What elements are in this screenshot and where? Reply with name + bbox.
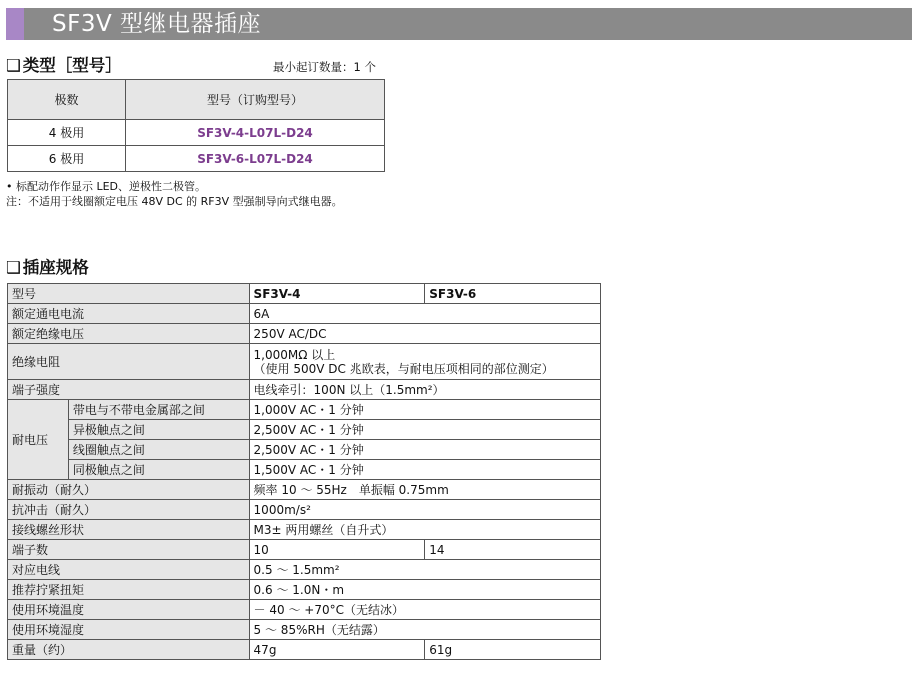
sublabel-dielectric: 线圈触点之间 bbox=[68, 440, 249, 460]
spec-row-dielectric bbox=[8, 440, 601, 460]
label-model: 型号 bbox=[8, 284, 250, 304]
title-banner bbox=[6, 8, 912, 40]
spec-row-dielectric bbox=[8, 400, 601, 420]
label-humidity: 使用环境湿度 bbox=[8, 620, 250, 640]
header-poles: 极数 bbox=[8, 80, 126, 120]
spec-row-dielectric bbox=[8, 460, 601, 480]
value-dielectric: 1,000V AC・1 分钟 bbox=[249, 400, 600, 420]
value-terminal-strength: 电线牵引：100N 以上（1.5mm²） bbox=[249, 380, 600, 400]
spec-row-humidity bbox=[8, 620, 601, 640]
insulation-resistance-line1: 1,000MΩ 以上 bbox=[253, 347, 336, 362]
label-torque: 推荐拧紧扭矩 bbox=[8, 580, 250, 600]
type-section-title: 类型［型号］ bbox=[22, 56, 122, 75]
label-vibration: 耐振动（耐久） bbox=[8, 480, 250, 500]
value-dielectric: 2,500V AC・1 分钟 bbox=[249, 440, 600, 460]
spec-header-row bbox=[8, 284, 601, 304]
spec-section-title: 插座规格 bbox=[22, 258, 89, 277]
value-screw: M3± 两用螺丝（自升式） bbox=[249, 520, 600, 540]
value-terminals-sf3v-6: 14 bbox=[425, 540, 601, 560]
spec-row-screw bbox=[8, 520, 601, 540]
value-temperature: － 40 ～ +70°C（无结冰） bbox=[249, 600, 600, 620]
checkbox-square-icon: ❑ bbox=[6, 56, 21, 75]
sublabel-dielectric: 带电与不带电金属部之间 bbox=[68, 400, 249, 420]
label-terminal-strength: 端子强度 bbox=[8, 380, 250, 400]
spec-row-rated-current bbox=[8, 304, 601, 324]
label-terminals: 端子数 bbox=[8, 540, 250, 560]
poles-cell: 6 极用 bbox=[8, 146, 126, 172]
type-section-heading bbox=[6, 56, 122, 76]
spec-row-wire bbox=[8, 560, 601, 580]
spec-row-weight bbox=[8, 640, 601, 660]
value-dielectric: 1,500V AC・1 分钟 bbox=[249, 460, 600, 480]
label-dielectric: 耐电压 bbox=[8, 400, 69, 480]
spec-row-insulation-resistance bbox=[8, 344, 601, 380]
spec-section-heading bbox=[6, 258, 89, 278]
label-weight: 重量（约） bbox=[8, 640, 250, 660]
spec-row-temperature bbox=[8, 600, 601, 620]
value-rated-insulation-voltage: 250V AC/DC bbox=[249, 324, 600, 344]
spec-row-dielectric bbox=[8, 420, 601, 440]
model-cell: SF3V-6-L07L-D24 bbox=[126, 146, 385, 172]
label-temperature: 使用环境温度 bbox=[8, 600, 250, 620]
model-sf3v-4: SF3V-4 bbox=[249, 284, 425, 304]
spec-row-terminal-strength bbox=[8, 380, 601, 400]
label-shock: 抗冲击（耐久） bbox=[8, 500, 250, 520]
value-rated-current: 6A bbox=[249, 304, 600, 324]
type-table bbox=[7, 79, 385, 172]
table-row bbox=[8, 146, 385, 172]
value-shock: 1000m/s² bbox=[249, 500, 600, 520]
label-screw: 接线螺丝形状 bbox=[8, 520, 250, 540]
spec-row-torque bbox=[8, 580, 601, 600]
type-table-header bbox=[8, 80, 385, 120]
spec-row-vibration bbox=[8, 480, 601, 500]
value-weight-sf3v-6: 61g bbox=[425, 640, 601, 660]
sublabel-dielectric: 异极触点之间 bbox=[68, 420, 249, 440]
value-dielectric: 2,500V AC・1 分钟 bbox=[249, 420, 600, 440]
spec-row-terminals bbox=[8, 540, 601, 560]
poles-cell: 4 极用 bbox=[8, 120, 126, 146]
label-insulation-resistance: 绝缘电阻 bbox=[8, 344, 250, 380]
value-insulation-resistance bbox=[249, 344, 600, 380]
value-humidity: 5 ～ 85%RH（无结露） bbox=[249, 620, 600, 640]
value-terminals-sf3v-4: 10 bbox=[249, 540, 425, 560]
model-cell: SF3V-4-L07L-D24 bbox=[126, 120, 385, 146]
note-applicability: 注：不适用于线圈额定电压 48V DC 的 RF3V 型强制导向式继电器。 bbox=[6, 195, 343, 208]
value-vibration: 频率 10 ～ 55Hz 单振幅 0.75mm bbox=[249, 480, 600, 500]
sublabel-dielectric: 同极触点之间 bbox=[68, 460, 249, 480]
value-torque: 0.6 ～ 1.0N・m bbox=[249, 580, 600, 600]
label-rated-insulation-voltage: 额定绝缘电压 bbox=[8, 324, 250, 344]
value-wire: 0.5 ～ 1.5mm² bbox=[249, 560, 600, 580]
spec-row-rated-insulation-voltage bbox=[8, 324, 601, 344]
header-model: 型号（订购型号） bbox=[126, 80, 385, 120]
model-sf3v-6: SF3V-6 bbox=[425, 284, 601, 304]
insulation-resistance-line2: （使用 500V DC 兆欧表，与耐电压项相同的部位测定） bbox=[253, 361, 554, 376]
spec-row-shock bbox=[8, 500, 601, 520]
page-title: SF3V 型继电器插座 bbox=[52, 11, 262, 37]
checkbox-square-icon: ❑ bbox=[6, 258, 21, 277]
min-order-quantity: 最小起订数量：1 个 bbox=[273, 60, 376, 74]
table-row bbox=[8, 120, 385, 146]
note-led: • 标配动作作显示 LED、逆极性二极管。 bbox=[6, 180, 207, 193]
spec-table bbox=[7, 283, 601, 660]
value-weight-sf3v-4: 47g bbox=[249, 640, 425, 660]
banner-accent bbox=[6, 8, 24, 40]
label-rated-current: 额定通电电流 bbox=[8, 304, 250, 324]
label-wire: 对应电线 bbox=[8, 560, 250, 580]
